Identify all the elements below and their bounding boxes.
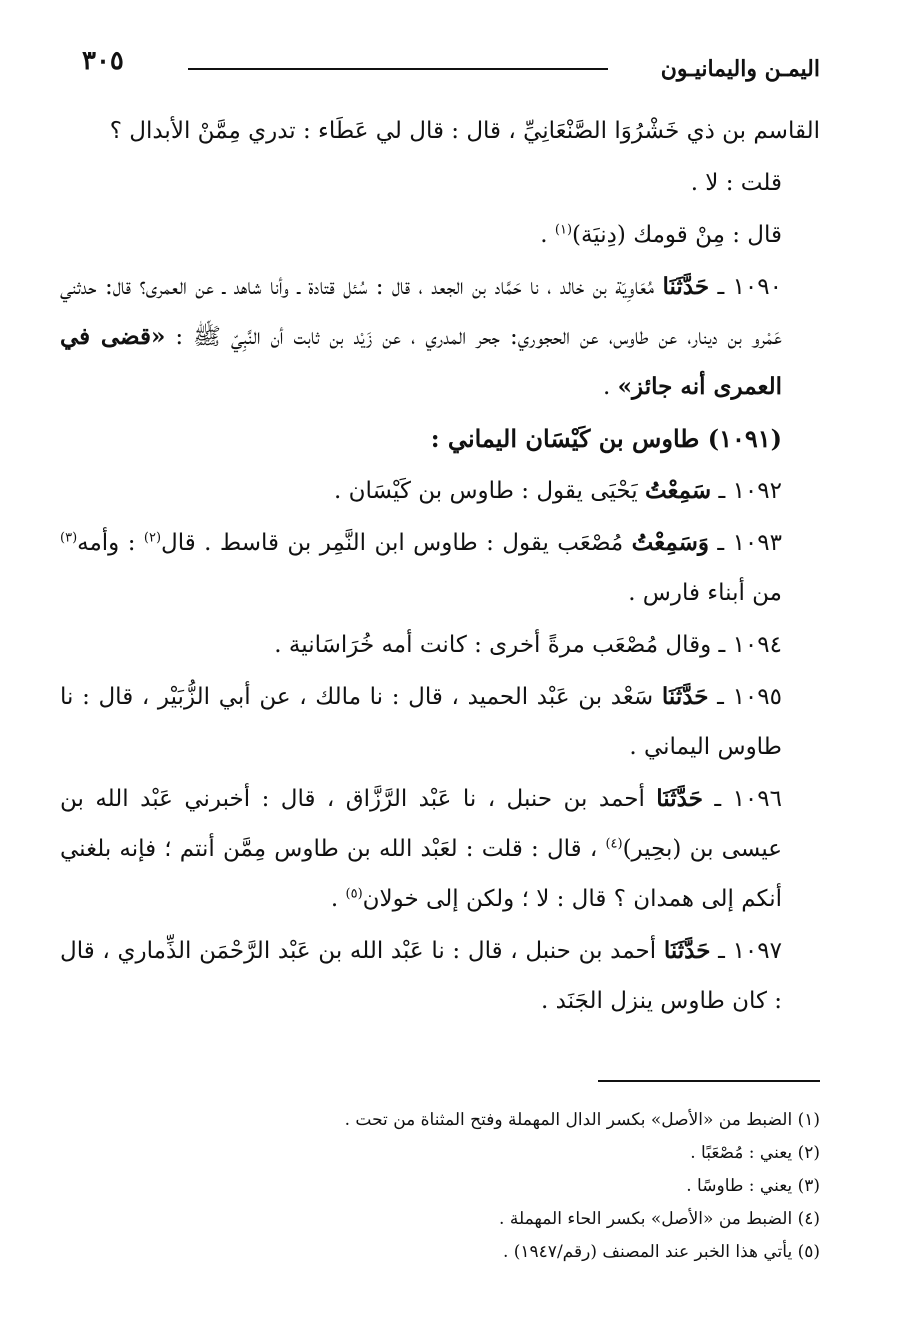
paragraph-text: القاسم بن ذي خَشْرُوَا الصَّنْعَانِيِّ ، قال : قال لي عَطَاء : تدري مِمَّنْ الأبدال ؟ <box>109 118 820 144</box>
hadith-1092 <box>60 466 820 516</box>
footnote-ref-5: (٥) <box>345 886 363 902</box>
hadith-1094 <box>60 620 820 670</box>
footnote-5: (٥) يأتي هذا الخبر عند المصنف (رقم/١٩٤٧) . <box>502 1242 820 1262</box>
paragraph-answer <box>60 210 820 260</box>
hadith-keyword: سَمِعْتُ <box>644 477 712 504</box>
running-title: اليمـن واليمانيـون <box>660 56 820 82</box>
section-heading-1091 <box>60 414 820 464</box>
hadith-text: . <box>330 886 346 912</box>
hadith-keyword: حَدَّثَنَا <box>661 683 709 710</box>
hadith-number: ١٠٩٥ ـ <box>708 684 782 710</box>
hadith-number: ١٠٩٠ ـ <box>709 274 782 300</box>
footnote-ref-1: (١) <box>554 222 573 238</box>
header-rule <box>188 68 608 70</box>
page-number: ٣٠٥ <box>82 46 124 76</box>
hadith-1097 <box>60 926 820 1026</box>
hadith-number: ١٠٩٢ ـ <box>711 478 782 504</box>
footnote-1: (١) الضبط من «الأصل» بكسر الدال المهملة وفتح المثناة من تحت . <box>344 1110 820 1130</box>
hadith-text: مُعَاوِيَة بن خالد ، نا حَمَّاد بن الجعد ، قال : سُئل قتادة ـ وأنا شاهد ـ عن العمرى؟ قال: حدثني عَمْرو بن دينار، عن طاوس، عن الحجوري: جحر المدري ، عن زَيْد بن ثابت أن النَّبِيّ ﷺ : <box>60 274 782 350</box>
paragraph-continuation <box>60 106 820 156</box>
footnote-3: (٣) يعني : طاوسًا . <box>686 1176 820 1196</box>
page-header <box>60 38 820 88</box>
paragraph-text: قال : مِنْ قومك (دِنيَة) <box>572 222 782 248</box>
hadith-text: ١٠٩٤ ـ وقال مُصْعَب مرةً أخرى : كانت أمه خُرَاسَانية . <box>274 632 782 658</box>
hadith-text: من أبناء فارس . <box>628 580 782 606</box>
footnote-separator <box>598 1080 820 1082</box>
footnote-ref-4: (٤) <box>605 836 623 852</box>
hadith-text: يَحْيَى يقول : طاوس بن كَيْسَان . <box>334 478 645 504</box>
hadith-1095 <box>60 672 820 772</box>
footnote-2: (٢) يعني : مُصْعَبًا . <box>690 1143 820 1163</box>
paragraph-text: . <box>540 222 555 248</box>
hadith-text: . <box>603 374 618 400</box>
hadith-text: : وأمه <box>77 530 144 556</box>
footnotes <box>60 1104 820 1269</box>
hadith-number: ١٠٩٣ ـ <box>709 530 782 556</box>
footnote-ref-3: (٣) <box>60 530 78 546</box>
hadith-text: أحمد بن حنبل ، قال : نا عَبْد الله بن عَبْد الرَّحْمَن الذِّماري ، قال : كان طاوس ينزل الجَنَد . <box>60 938 782 1014</box>
hadith-keyword: حَدَّثَنَا <box>656 785 703 812</box>
body-text <box>60 106 820 1028</box>
hadith-text: سَعْد بن عَبْد الحميد ، قال : نا مالك ، عن أبي الزُّبَيْر ، قال : نا طاوس اليماني . <box>60 684 782 760</box>
book-page <box>60 30 820 1290</box>
footnote-ref-2: (٢) <box>143 530 162 546</box>
hadith-text: أحمد بن حنبل ، نا عَبْد الرَّزَّاق ، قال : أخبرني عَبْد الله بن عيسى بن (بحِير) <box>60 786 782 862</box>
hadith-quote: «قضى في العمرى أنه جائز» <box>60 323 782 400</box>
hadith-keyword: حَدَّثَنَا <box>662 273 710 300</box>
hadith-1090 <box>60 262 820 412</box>
paragraph-reply <box>60 158 820 208</box>
hadith-1096 <box>60 774 820 924</box>
hadith-1093 <box>60 518 820 618</box>
hadith-keyword: وَسَمِعْتُ <box>631 529 709 556</box>
hadith-text: ، قال : قلت : لعَبْد الله بن طاوس مِمَّن أنتم ؛ فإنه بلغني أنكم إلى همدان ؟ قال : لا ؛ ولكن إلى خولان <box>60 836 782 912</box>
hadith-keyword: حَدَّثَنَا <box>663 937 711 964</box>
paragraph-text: قلت : لا . <box>690 170 782 196</box>
heading-text: (١٠٩١) طاوس بن كَيْسَان اليماني : <box>430 424 782 453</box>
footnote-4: (٤) الضبط من «الأصل» بكسر الحاء المهملة . <box>499 1209 820 1229</box>
hadith-number: ١٠٩٦ ـ <box>702 786 782 812</box>
hadith-text: مُصْعَب يقول : طاوس ابن النَّمِر بن قاسط . قال <box>161 530 632 556</box>
hadith-number: ١٠٩٧ ـ <box>710 938 782 964</box>
